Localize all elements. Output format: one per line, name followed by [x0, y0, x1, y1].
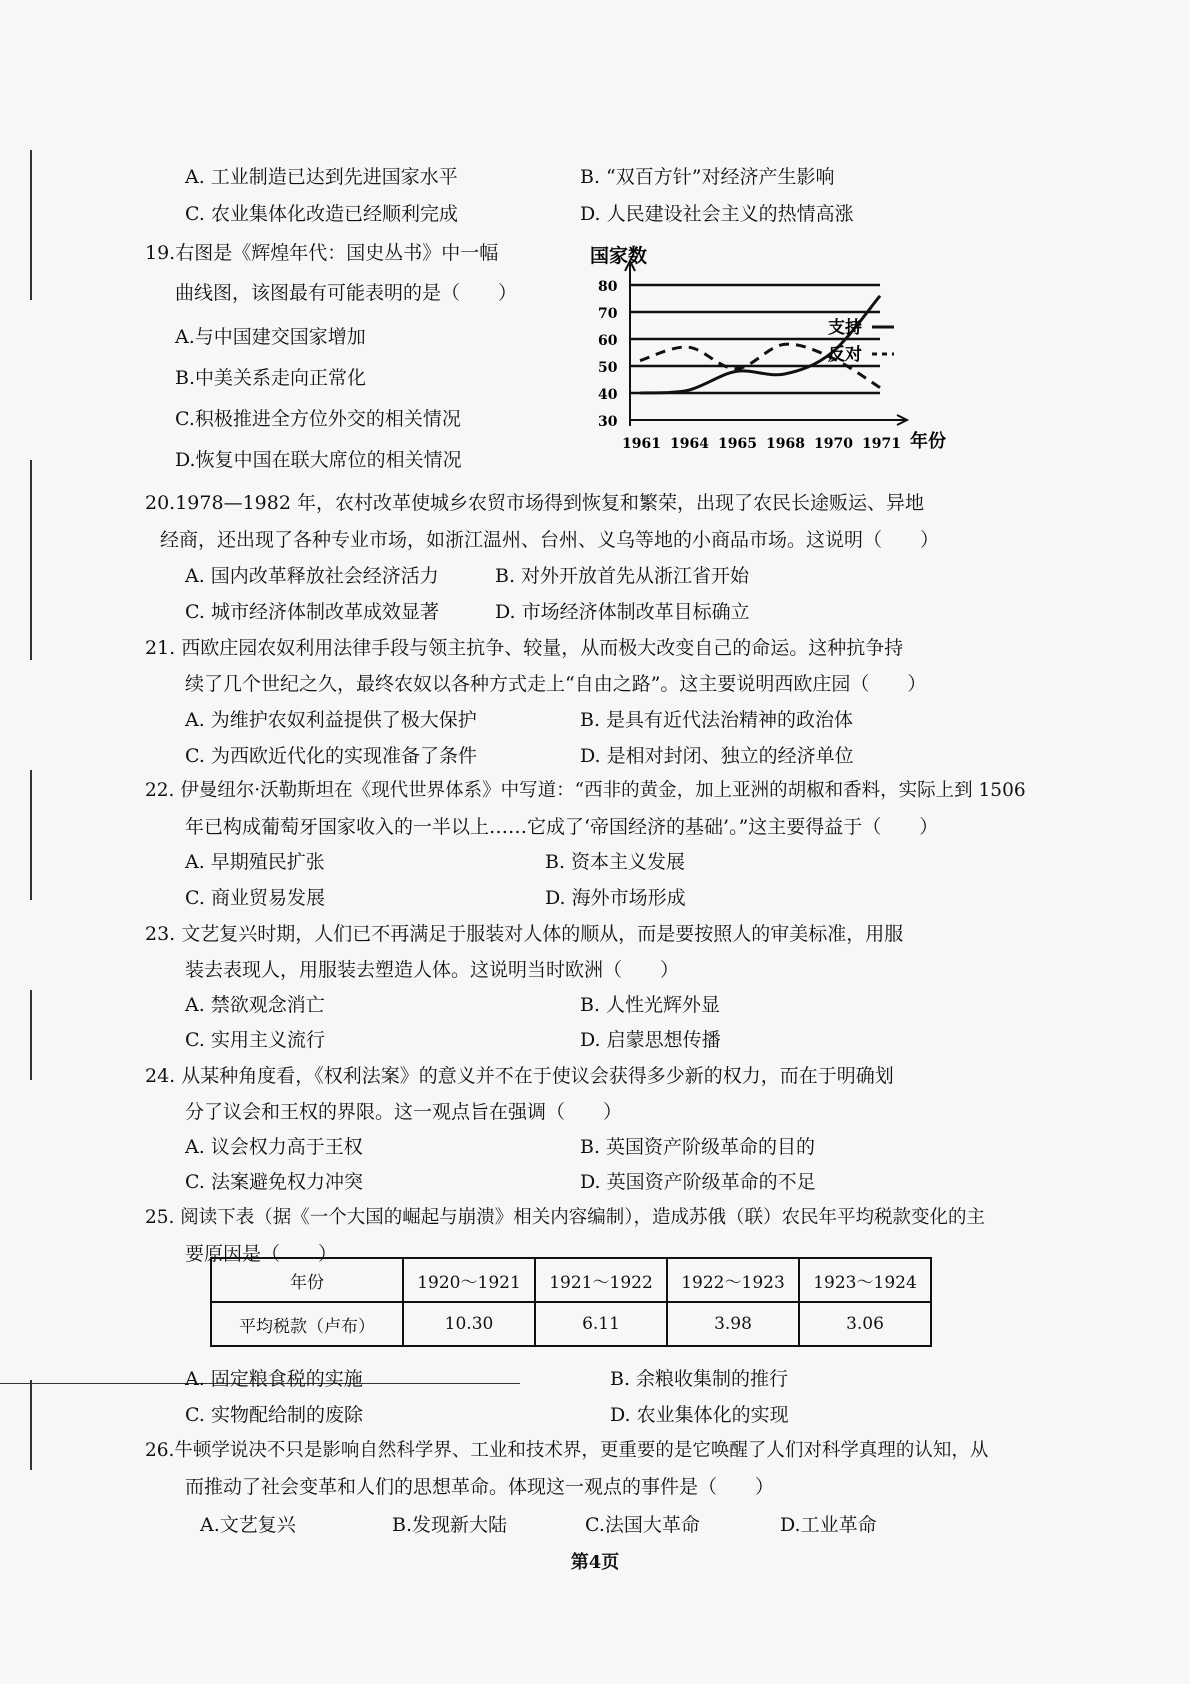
q24-option-b: B. 英国资产阶级革命的目的	[580, 1136, 816, 1158]
q20-option-c: C. 城市经济体制改革成效显著	[185, 601, 439, 623]
q26-option-c: C.法国大革命	[585, 1514, 700, 1536]
chart-x-tick-label: 1965	[718, 436, 757, 452]
table-head-year: 年份	[211, 1258, 403, 1302]
q20-option-a: A. 国内改革释放社会经济活力	[185, 565, 439, 587]
q24-option-c: C. 法案避免权力冲突	[185, 1171, 363, 1193]
q26-option-a: A.文艺复兴	[200, 1514, 296, 1536]
q22-option-b: B. 资本主义发展	[545, 851, 686, 873]
chart-xlabel: 年份	[910, 431, 946, 452]
chart-ylabel: 国家数	[590, 245, 648, 267]
q22-option-d: D. 海外市场形成	[545, 887, 686, 909]
tax-table	[210, 1257, 932, 1347]
q19-option-b: B.中美关系走向正常化	[175, 367, 367, 389]
q21-option-a: A. 为维护农奴利益提供了极大保护	[185, 709, 477, 731]
chart-legend-label: 反对	[828, 345, 862, 365]
table-row	[211, 1258, 931, 1302]
q24-option-a: A. 议会权力高于王权	[185, 1136, 363, 1158]
q21-option-d: D. 是相对封闭、独立的经济单位	[580, 745, 854, 767]
chart-y-tick-label: 70	[598, 306, 618, 322]
q22-option-a: A. 早期殖民扩张	[185, 851, 325, 873]
table-cell: 10.30	[403, 1302, 535, 1346]
q18-option-d: D. 人民建设社会主义的热情高涨	[580, 203, 854, 225]
chart-legend	[828, 317, 894, 365]
q21-option-b: B. 是具有近代法治精神的政治体	[580, 709, 854, 731]
chart-y-tick-label: 40	[598, 387, 618, 403]
scan-margin-mark	[30, 1380, 32, 1470]
q23-stem-line1: 23. 文艺复兴时期，人们已不再满足于服装对人体的顺从，而是要按照人的审美标准，用服	[145, 923, 904, 945]
table-cell: 3.98	[667, 1302, 799, 1346]
q19-stem-line2: 曲线图，该图最有可能表明的是（ ）	[175, 282, 518, 304]
scan-margin-mark	[30, 990, 32, 1080]
q25-option-b: B. 余粮收集制的推行	[610, 1368, 789, 1390]
page-number: 第4页	[570, 1552, 620, 1573]
chart-y-tick-label: 60	[598, 333, 618, 349]
chart-y-tick-label: 50	[598, 360, 618, 376]
q25-stem-line2: 要原因是（ ）	[185, 1243, 338, 1265]
scan-margin-mark	[30, 460, 32, 660]
q26-stem-line1: 26.牛顿学说决不只是影响自然科学界、工业和技术界，更重要的是它唤醒了人们对科学真理的认知，从	[145, 1440, 989, 1461]
table-cell: 6.11	[535, 1302, 667, 1346]
q25-option-c: C. 实物配给制的废除	[185, 1404, 363, 1426]
table-cell: 1921～1922	[535, 1258, 667, 1302]
chart-y-tick-label: 30	[598, 414, 618, 430]
q20-stem-line2: 经商，还出现了各种专业市场，如浙江温州、台州、义乌等地的小商品市场。这说明（ ）	[160, 529, 940, 551]
chart-y-ticks	[598, 279, 618, 430]
q18-option-a: A. 工业制造已达到先进国家水平	[185, 166, 458, 188]
q22-stem-line2: 年已构成葡萄牙国家收入的一半以上……它成了‘帝国经济的基础’。”这主要得益于（ ）	[185, 816, 939, 838]
q25-option-d: D. 农业集体化的实现	[610, 1404, 789, 1426]
table-cell: 3.06	[799, 1302, 931, 1346]
q20-option-b: B. 对外开放首先从浙江省开始	[495, 565, 750, 587]
q20-option-d: D. 市场经济体制改革目标确立	[495, 601, 750, 623]
table-head-tax: 平均税款（卢布）	[211, 1302, 403, 1346]
chart-x-tick-label: 1961	[622, 436, 661, 452]
q22-option-c: C. 商业贸易发展	[185, 887, 325, 909]
chart-x-tick-label: 1968	[766, 436, 805, 452]
scan-margin-mark	[30, 770, 32, 900]
q25-stem-line1: 25. 阅读下表（据《一个大国的崛起与崩溃》相关内容编制），造成苏俄（联）农民年平均税款变化的主	[145, 1207, 986, 1228]
q23-option-d: D. 启蒙思想传播	[580, 1029, 721, 1051]
q23-stem-line2: 装去表现人，用服装去塑造人体。这说明当时欧洲（ ）	[185, 959, 680, 981]
q18-option-c: C. 农业集体化改造已经顺利完成	[185, 203, 458, 225]
q26-option-d: D.工业革命	[780, 1514, 877, 1536]
table-row	[211, 1302, 931, 1346]
chart-legend-label: 支持	[828, 318, 862, 338]
chart-x-tick-label: 1970	[814, 436, 853, 452]
scan-margin-mark	[30, 150, 32, 300]
q19-option-c: C.积极推进全方位外交的相关情况	[175, 408, 461, 430]
q23-option-a: A. 禁欲观念消亡	[185, 994, 325, 1016]
chart-y-tick-label: 80	[598, 279, 618, 295]
chart-x-tick-label: 1964	[670, 436, 709, 452]
q19-option-d: D.恢复中国在联大席位的相关情况	[175, 449, 462, 471]
q21-stem-line1: 21. 西欧庄园农奴利用法律手段与领主抗争、较量，从而极大改变自己的命运。这种抗争持	[145, 637, 904, 659]
chart-grid	[625, 261, 907, 426]
q25-option-a: A. 固定粮食税的实施	[185, 1368, 363, 1390]
q18-option-b: B. “双百方针”对经济产生影响	[580, 166, 835, 188]
q20-stem-line1: 20.1978—1982 年，农村改革使城乡农贸市场得到恢复和繁荣，出现了农民长途贩运、异地	[145, 492, 924, 514]
q19-stem-line1: 19.右图是《辉煌年代：国史丛书》中一幅	[145, 242, 499, 264]
q24-option-d: D. 英国资产阶级革命的不足	[580, 1171, 816, 1193]
q26-option-b: B.发现新大陆	[392, 1514, 508, 1536]
q21-option-c: C. 为西欧近代化的实现准备了条件	[185, 745, 477, 767]
q21-stem-line2: 续了几个世纪之久，最终农奴以各种方式走上“自由之路”。这主要说明西欧庄园（ ）	[185, 673, 927, 695]
q22-stem-line1: 22. 伊曼纽尔·沃勒斯坦在《现代世界体系》中写道：“西非的黄金，加上亚洲的胡椒和香料，实际上到 1506	[145, 780, 1026, 801]
q24-stem-line1: 24. 从某种角度看，《权利法案》的意义并不在于使议会获得多少新的权力，而在于明确划	[145, 1065, 894, 1087]
table-cell: 1923～1924	[799, 1258, 931, 1302]
table-cell: 1922～1923	[667, 1258, 799, 1302]
q24-stem-line2: 分了议会和王权的界限。这一观点旨在强调（ ）	[185, 1101, 623, 1123]
chart-x-tick-label: 1971	[862, 436, 901, 452]
q19-line-chart	[590, 240, 980, 460]
q23-option-c: C. 实用主义流行	[185, 1029, 325, 1051]
table-cell: 1920～1921	[403, 1258, 535, 1302]
chart-x-ticks	[622, 436, 901, 452]
q23-option-b: B. 人性光辉外显	[580, 994, 721, 1016]
q19-option-a: A.与中国建交国家增加	[175, 326, 366, 348]
q26-stem-line2: 而推动了社会变革和人们的思想革命。体现这一观点的事件是（ ）	[185, 1476, 775, 1498]
